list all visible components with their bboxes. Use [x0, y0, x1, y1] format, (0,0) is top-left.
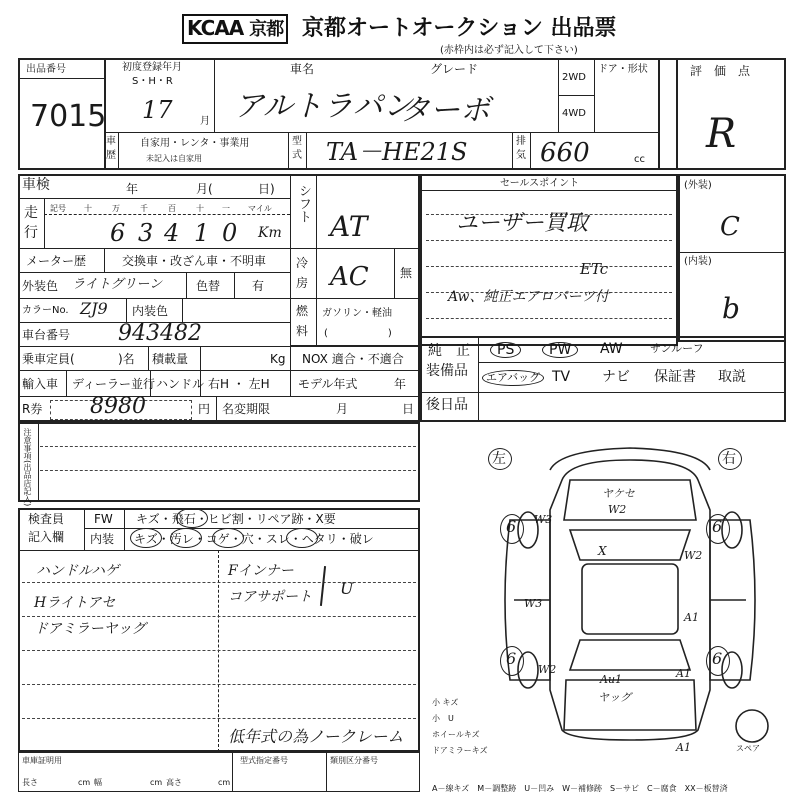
handle-options: 右H ・ 左H — [208, 377, 270, 391]
deadline-month: 月 — [336, 402, 349, 416]
note-left-2: Hライトアセ — [34, 595, 116, 611]
cert-label: 車庫証明用 — [22, 756, 62, 765]
ext-value: C — [720, 212, 740, 242]
fw-items: キズ・飛石・ヒビ割・リペア跡・X要 — [136, 512, 336, 526]
use-label-1: 車 — [106, 136, 116, 147]
unit-header: 千 — [140, 204, 148, 213]
drive-2wd: 2WD — [562, 72, 586, 83]
equip-item: ナビ — [602, 369, 630, 385]
tire-mark-value: 6 — [712, 517, 723, 536]
nox-label: NOX 適合・不適合 — [302, 352, 404, 366]
diagram-right-label: 右 — [722, 451, 736, 467]
ext-label: (外装) — [684, 180, 712, 191]
class-label: 類別区分番号 — [330, 756, 378, 765]
equip-item: 取説 — [718, 369, 746, 385]
mark-hood2: W2 — [608, 503, 627, 516]
int-items: キズ・汚レ・コゲ・穴・スレ・ヘタリ・破レ — [134, 532, 374, 546]
disp-label-1: 排 — [516, 136, 526, 147]
fuel-label-2: 料 — [296, 324, 309, 338]
equip-label-1: 純 正 — [428, 343, 470, 359]
mark-a1-rear-r: A1 — [676, 667, 691, 680]
color-no-value: ZJ9 — [80, 299, 108, 318]
equip-item: AW — [600, 341, 623, 357]
cm-3: cm — [218, 778, 231, 787]
km-label: Km — [258, 225, 282, 241]
shaken-label: 車検 — [22, 177, 50, 193]
equip-item: 保証書 — [654, 369, 696, 385]
cm-2: cm — [150, 778, 163, 787]
mileage-digit: 1 — [194, 219, 210, 247]
equip-label-2: 装備品 — [426, 363, 468, 379]
model-value: TA－HE21S — [326, 138, 468, 166]
use-note: 未記入は自家用 — [146, 154, 202, 163]
logo-city: 京都 — [249, 19, 284, 40]
disp-label-2: 気 — [516, 150, 526, 161]
after-label: 後日品 — [426, 397, 468, 413]
grade-value: ターボ — [400, 93, 490, 128]
score-label: 評 価 点 — [690, 64, 751, 78]
notes-box — [18, 422, 420, 502]
month-suffix: 月 — [200, 116, 210, 127]
equip-item: PW — [542, 342, 578, 358]
legend-item: ホイールキズ — [432, 730, 480, 739]
shaken-month: 月( — [196, 182, 213, 196]
dealer-label: ディーラー並行 — [72, 377, 156, 391]
page-subtitle: (赤枠内は必ず記入して下さい) — [440, 45, 578, 56]
mark-w3-side: W3 — [524, 597, 543, 610]
fuel-paren: ( ) — [324, 328, 392, 339]
shaken-day: 日) — [258, 182, 275, 196]
page-title: 京都オートオークション 出品票 — [302, 16, 617, 41]
tire-mark-value: 6 — [712, 649, 723, 668]
color-no-label: カラーNo. — [22, 305, 69, 316]
capacity-suffix: )名 — [118, 352, 135, 366]
fw-label: FW — [94, 512, 113, 526]
unit-header: 百 — [168, 204, 176, 213]
spare-label: スペア — [736, 744, 760, 753]
inspector-label-2: 記入欄 — [28, 530, 65, 544]
door-label: ドア・形状 — [598, 64, 648, 75]
cc-label: cc — [634, 154, 645, 165]
chassis-label: 車台番号 — [22, 328, 71, 342]
reg-label: 初度登録年月 — [122, 62, 182, 73]
inspector-label-1: 検査員 — [28, 512, 65, 526]
lot-label: 出品番号 — [26, 64, 66, 75]
mileage-digit: 3 — [138, 219, 154, 247]
note-bottom: 低年式の為ノークレーム — [228, 727, 404, 746]
use-options: 自家用・レンタ・事業用 — [140, 138, 250, 149]
load-label: 積載量 — [152, 352, 189, 366]
recycle-label: R券 — [22, 402, 43, 416]
equip-item: エアバッグ — [482, 370, 544, 386]
length-label: 長さ — [22, 778, 38, 787]
legend-item: ドアミラーキズ — [432, 746, 488, 755]
note-left-3: ドアミラーヤッグ — [34, 621, 146, 637]
era-options: S・H・R — [132, 76, 173, 87]
handle-label: ハンドル — [156, 377, 205, 391]
color-change-value: 有 — [252, 279, 265, 293]
height-label: 高さ — [166, 778, 182, 787]
note-right-1: Fインナー — [228, 563, 294, 579]
unit-header: 一 — [222, 204, 230, 213]
ac-label-2: 房 — [296, 276, 309, 290]
model-year-label: モデル年式 — [298, 377, 358, 391]
mark-a1-bottom: A1 — [676, 741, 691, 754]
logo-text: KCAA — [187, 16, 244, 40]
meter-label: メーター歴 — [26, 254, 87, 268]
mark-tail2: ヤッグ — [598, 691, 631, 704]
grade-label: グレード — [430, 62, 479, 76]
unit-header: 十 — [84, 204, 92, 213]
use-label-2: 歴 — [106, 150, 116, 161]
type-label: 型式指定番号 — [240, 756, 288, 765]
mileage-digit: 6 — [110, 219, 126, 247]
score-value: R — [706, 111, 737, 157]
interior-label: 内装 — [90, 532, 115, 546]
unit-header: 記号 — [50, 204, 66, 213]
model-label-1: 型 — [292, 136, 302, 147]
sales-line-2: ETc — [580, 260, 609, 278]
mark-tail1: Au1 — [600, 673, 623, 686]
note-right-mark: U — [340, 579, 354, 598]
logo — [182, 14, 288, 44]
yen-label: 円 — [198, 402, 211, 416]
equip-item: TV — [552, 369, 571, 385]
disp-value: 660 — [540, 138, 590, 168]
mileage-digit: 0 — [222, 219, 238, 247]
mileage-label-1: 走 — [24, 205, 38, 221]
sales-line-3: Aw、純正エアロパーツ付 — [448, 289, 609, 305]
kg-label: Kg — [270, 352, 286, 366]
chassis-value: 943482 — [118, 321, 202, 346]
tire-mark-value: 6 — [506, 517, 517, 536]
car-name-label: 車名 — [290, 62, 315, 76]
sales-label: セールスポイント — [500, 178, 580, 189]
legend-item: 小 U — [432, 714, 454, 723]
cm-1: cm — [78, 778, 91, 787]
recycle-value: 8980 — [90, 394, 146, 419]
tire-mark-value: 6 — [506, 649, 517, 668]
car-name-value: アルトラパン — [234, 89, 413, 124]
mileage-label-2: 行 — [24, 225, 38, 241]
mark-hood1: ヤケセ — [602, 487, 635, 500]
ext-color-value: ライトグリーン — [72, 277, 163, 292]
meter-options: 交換車・改ざん車・不明車 — [122, 254, 267, 268]
sales-line-1: ユーザー買取 — [456, 211, 589, 236]
mark-roof-x: X — [598, 544, 607, 558]
diagram-left-label: 左 — [492, 451, 506, 467]
mark-w3-front: W3 — [534, 513, 553, 526]
note-left-1: ハンドルハゲ — [36, 563, 120, 579]
ext-color-label: 外装色 — [22, 279, 59, 293]
int-label: (内装) — [684, 256, 712, 267]
shaken-year: 年 — [126, 182, 139, 196]
deadline-day: 日 — [402, 402, 415, 416]
ac-label-1: 冷 — [296, 256, 309, 270]
notes-label: 注意事項(出品店記入) — [23, 428, 32, 507]
fuel-label-1: 燃 — [296, 304, 309, 318]
mark-w2-rear: W2 — [538, 663, 557, 676]
drive-4wd: 4WD — [562, 108, 586, 119]
reg-year: 17 — [142, 96, 173, 124]
sales-point-box — [420, 174, 678, 346]
unit-header: 万 — [112, 204, 120, 213]
shift-value: AT — [330, 210, 368, 243]
fuel-options: ガソリン・軽油 — [322, 308, 392, 319]
mileage-digit: 4 — [164, 219, 180, 247]
int-value: b — [722, 292, 740, 325]
mark-a1-right: A1 — [684, 611, 699, 624]
int-color-label: 内装色 — [132, 304, 169, 318]
ac-none: 無 — [400, 266, 413, 280]
equip-item: サンルーフ — [650, 342, 704, 355]
model-year-suffix: 年 — [394, 377, 407, 391]
note-right-2: コアサポート — [228, 589, 312, 605]
unit-header: マイル — [248, 204, 272, 213]
lot-number: 7015 — [30, 99, 107, 134]
width-label: 幅 — [94, 778, 102, 787]
ac-value: AC — [330, 262, 369, 292]
capacity-label: 乗車定員( — [22, 352, 75, 366]
unit-header: 十 — [196, 204, 204, 213]
color-change-label: 色替 — [196, 279, 221, 293]
shift-label: シフト — [296, 184, 311, 223]
equip-item: PS — [490, 342, 521, 358]
legend-item: 小 キズ — [432, 698, 459, 707]
mark-w2-right: W2 — [684, 549, 703, 562]
import-label: 輸入車 — [22, 377, 59, 391]
key-line: A－線キズ M－調整跡 U－凹み W－補修跡 S－サビ C－腐食 XX－板替済 — [432, 784, 728, 793]
deadline-label: 名変期限 — [222, 402, 271, 416]
model-label-2: 式 — [292, 150, 302, 161]
